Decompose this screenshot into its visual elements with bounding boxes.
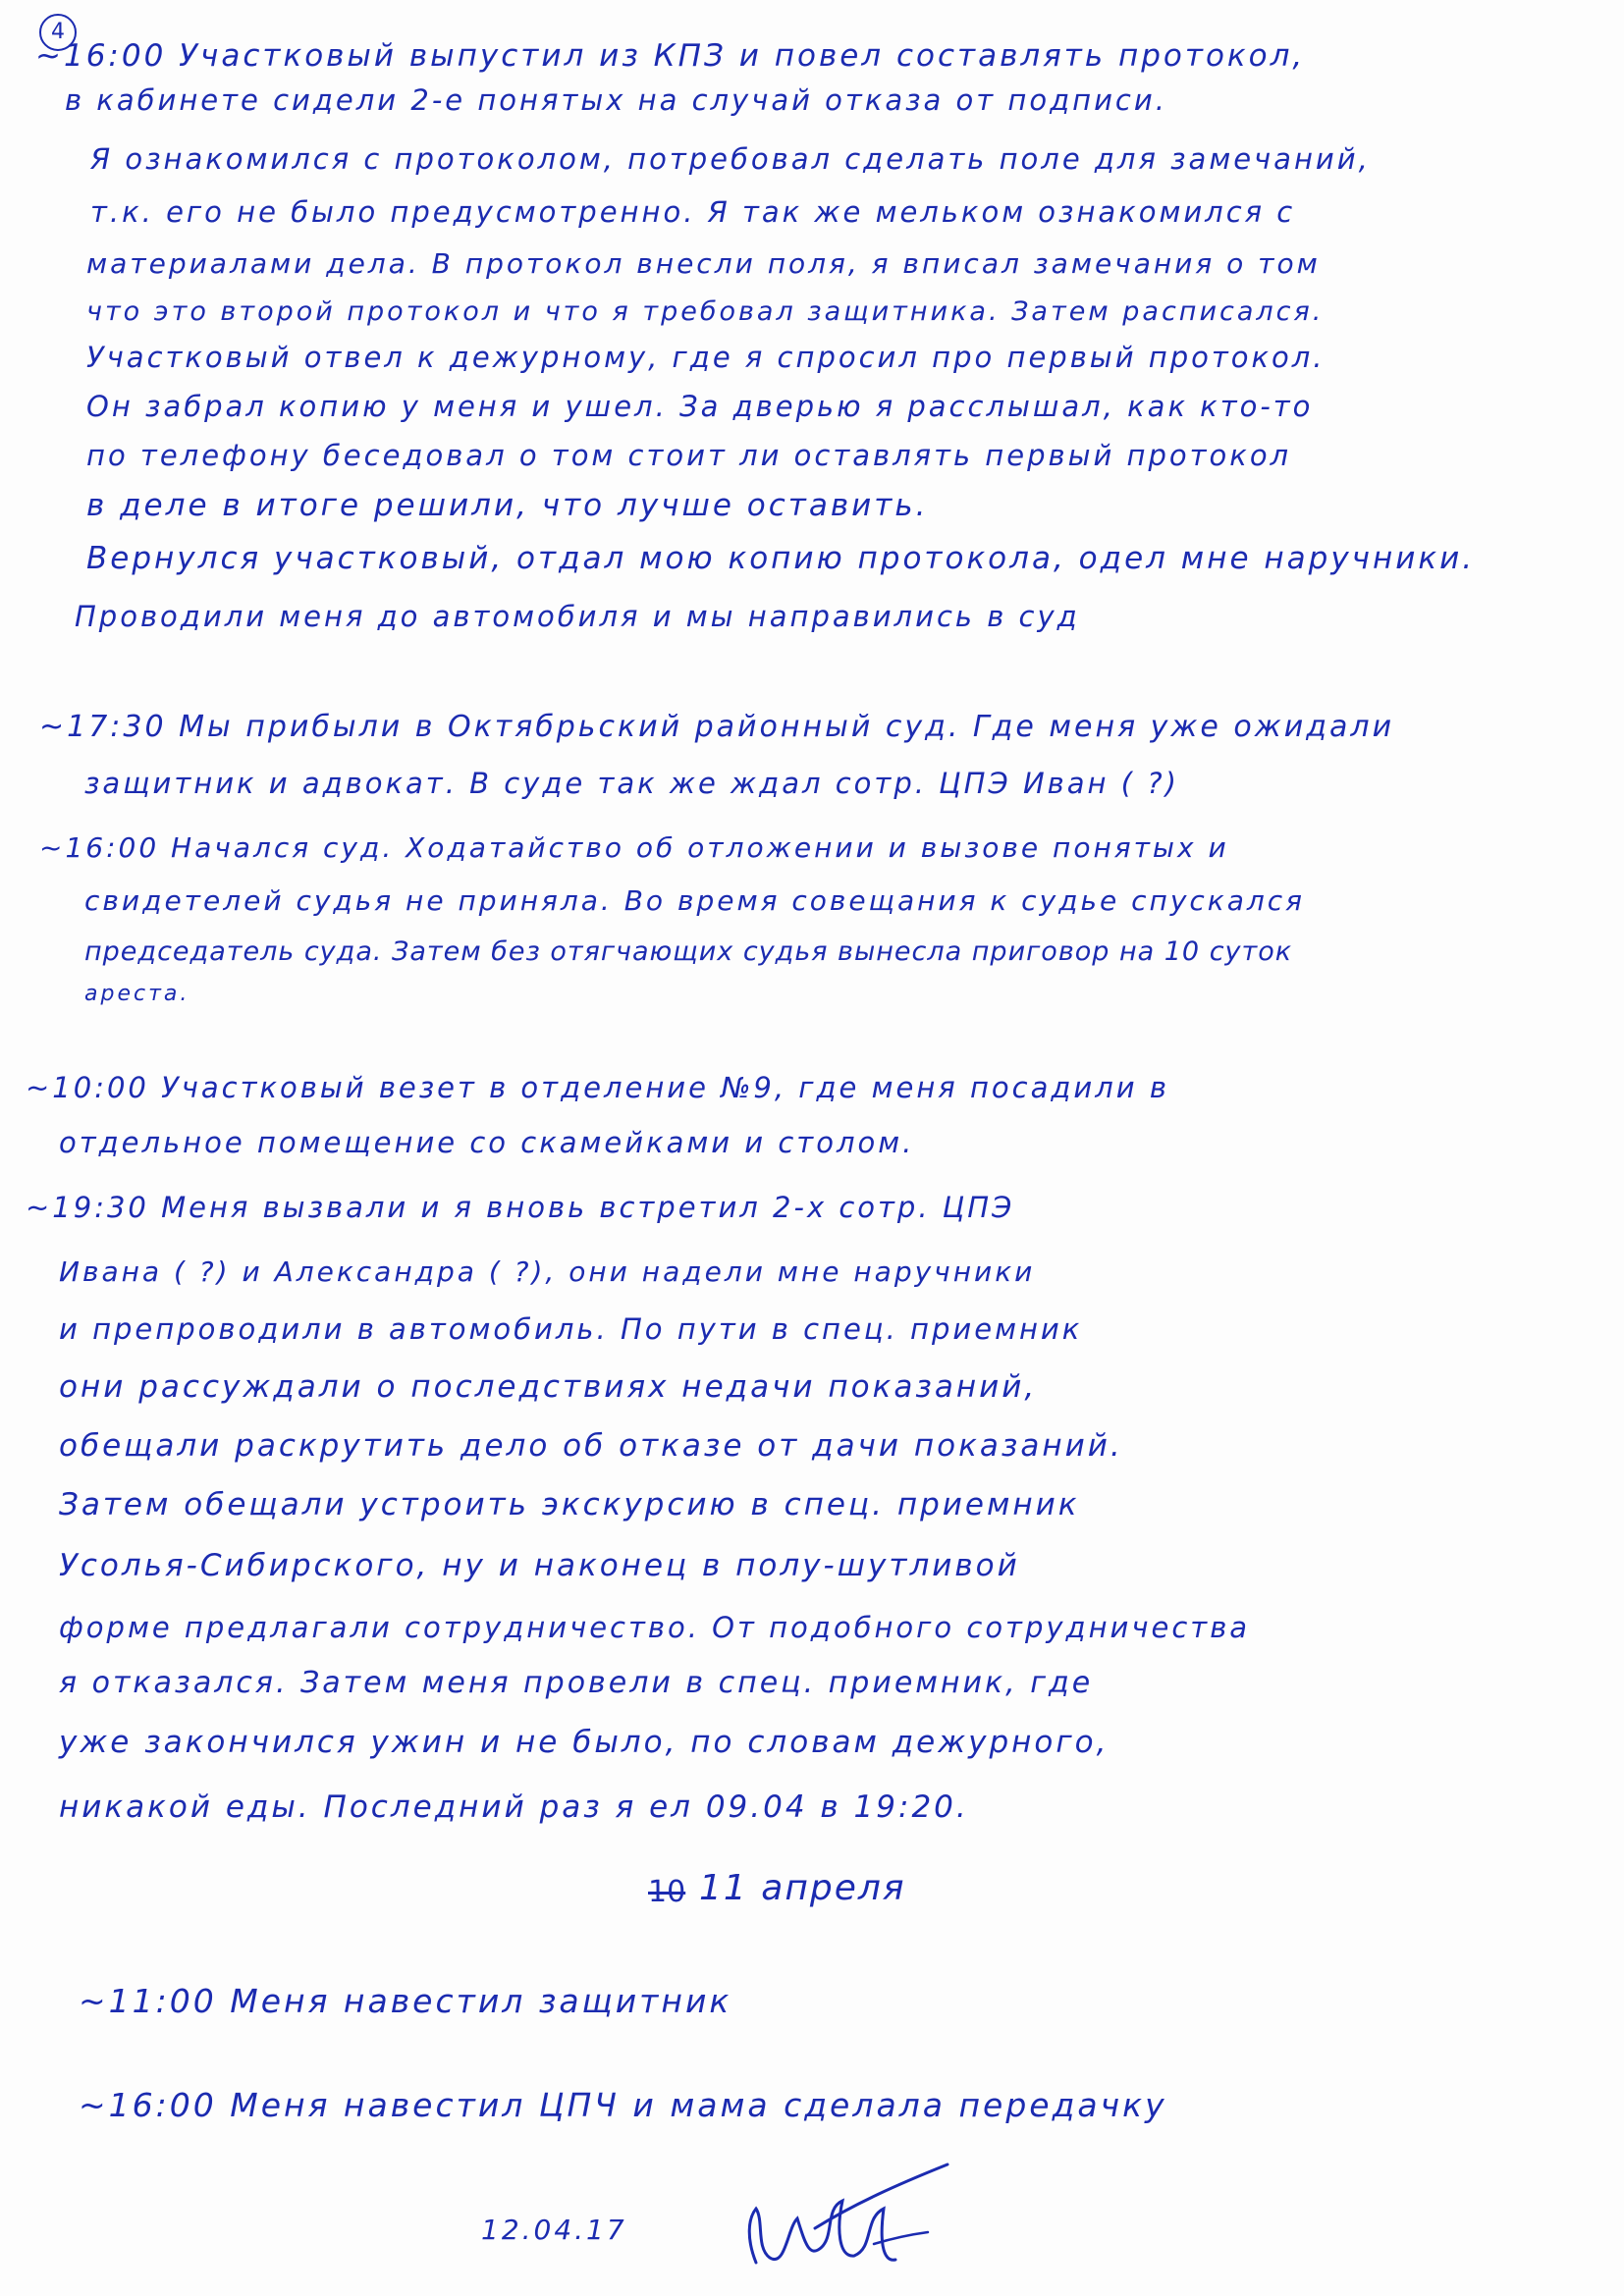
text-line: ~17:30 Мы прибыли в Октябрьский районный суд. Где меня уже ожидали [39,710,1395,744]
text-line: в кабинете сидели 2-е понятых на случай отказа от подписи. [65,83,1167,117]
text-line: ареста. [84,982,190,1006]
text-line: обещали раскрутить дело об отказе от дачи показаний. [59,1428,1123,1464]
text-line: форме предлагали сотрудничество. От подобного сотрудничества [59,1611,1251,1644]
text-line: уже закончился ужин и не было, по словам дежурного, [59,1725,1110,1760]
text-line: ~19:30 Меня вызвали и я вновь встретил 2-х сотр. ЦПЭ [26,1191,1015,1224]
text-line: Ивана ( ?) и Александра ( ?), они надели мне наручники [59,1255,1036,1288]
text-line: в деле в итоге решили, что лучше оставить. [86,488,929,523]
text-line: т.к. его не было предусмотренно. Я так же мельком ознакомился с [90,195,1296,229]
text-line: никакой еды. Последний раз я ел 09.04 в 19:20. [59,1789,969,1825]
text-line: Усолья-Сибирского, ну и наконец в полу-шутливой [59,1548,1020,1583]
text-line: Участковый отвел к дежурному, где я спросил про первый протокол. [86,341,1326,374]
text-line: защитник и адвокат. В суде так же ждал сотр. ЦПЭ Иван ( ?) [84,767,1179,800]
text-line: Он забрал копию у меня и ушел. За дверью я расслышал, как кто-то [86,390,1314,423]
signature [727,2150,962,2277]
text-line: Проводили меня до автомобиля и мы направились в суд [75,600,1080,633]
text-line: ~16:00 Участковый выпустил из КПЗ и повел составлять протокол, [35,38,1306,74]
text-line: Я ознакомился с протоколом, потребовал сделать поле для замечаний, [90,142,1371,176]
text-line: председатель суда. Затем без отягчающих судья вынесла приговор на 10 суток [84,936,1293,967]
text-line: материалами дела. В протокол внесли поля, я вписал замечания о том [86,247,1321,280]
text-line: я отказался. Затем меня провели в спец. приемник, где [59,1666,1094,1700]
text-line: Вернулся участковый, отдал мою копию протокола, одел мне наручники. [86,541,1476,576]
text-line: что это второй протокол и что я требовал защитника. Затем расписался. [86,296,1325,327]
text-line: ~10:00 Участковый везет в отделение №9, где меня посадили в [26,1071,1169,1104]
text-line: ~16:00 Начался суд. Ходатайство об отложении и вызове понятых и [39,831,1229,864]
text-line: ~11:00 Меня навестил защитник [79,1982,732,2020]
struck-number: 10 [648,1875,686,1909]
text-line: они рассуждали о последствиях недачи показаний, [59,1369,1038,1405]
signature-date: 12.04.17 [481,2214,627,2246]
text-line: и препроводили в автомобиль. По пути в спец. приемник [59,1312,1083,1346]
text-line: ~16:00 Меня навестил ЦПЧ и мама сделала передачку [79,2086,1167,2124]
page-number: 4 [39,14,77,51]
text-line: по телефону беседовал о том стоит ли оставлять первый протокол [86,439,1292,472]
text-line: Затем обещали устроить экскурсию в спец. приемник [59,1487,1080,1522]
text-line: отдельное помещение со скамейками и столом. [59,1126,915,1159]
text-line: свидетелей судья не приняла. Во время совещания к судье спускался [84,884,1306,917]
date-heading: 11 апреля [699,1868,906,1908]
